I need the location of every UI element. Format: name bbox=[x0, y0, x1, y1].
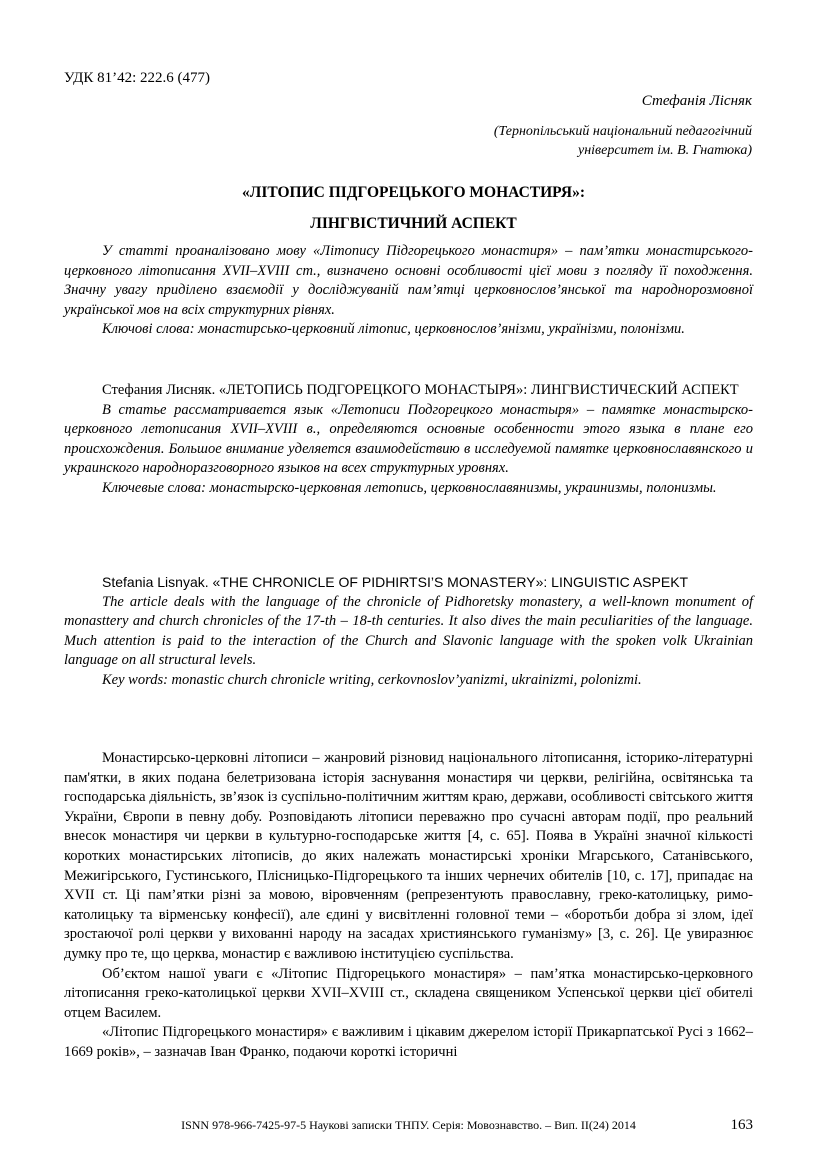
abstract-ru-header: Стефания Лисняк. «ЛЕТОПИСЬ ПОДГОРЕЦКОГО МОНАСТЫРЯ»: ЛИНГВИСТИЧЕСКИЙ АСПЕКТ bbox=[102, 382, 739, 398]
udk-code: УДК 81’42: 222.6 (477) bbox=[64, 70, 210, 86]
keywords-ua: Ключові слова: монастирсько-церковний літопис, церковнослов’янізми, українізми, полонізми. bbox=[102, 321, 685, 337]
body-paragraph-1: Монастирсько-церковні літописи – жанровий різновид національного літописання, історико-літературні пам'ятки, в яких подана белетризована історія заснування монастиря чи церкви, релігійна, освітянська та господарська діяльність, зв’язок із суспільно-політичним життям краю, держави, особливості світського життя України, Європи в певну добу. Розповідають літописи переважно про сучасні авторам події, про реальний внесок монастиря чи церкви в культурно-господарське життя [4, с. 65]. Поява в Україні значної кількості коротких монастирських літописів, до яких належать монастирські хроніки Мгарського, Сатанівського, Межигірського, Густинського, Плісницько-Підгорецького та інших чернечих обителів [10, с. 17], припадає на XVII ст. Ці пам’ятки різні за мовою, віровченням (репрезентують православну, греко-католицьку, римо-католицьку та вірменську конфесії), але єдині у висвітленні головної теми – «боротьби добра зі злом, ідеї зростаючої ролі церкви у вихованні народу на засадах християнського гуманізму» [3, с. 26]. Це увиразнює думку про те, що церква, монастир є важливою інституцією суспільства. bbox=[64, 750, 753, 962]
affiliation-line-2: університет ім. В. Гнатюка) bbox=[577, 143, 752, 158]
journal-issn-line: ISNN 978-966-7425-97-5 Наукові записки ТНПУ. Серія: Мовознавство. – Вип. ІІ(24) 2014 bbox=[181, 1118, 636, 1132]
page-footer bbox=[64, 1118, 753, 1133]
author-name: Стефанія Лісняк bbox=[641, 93, 752, 109]
page-number: 163 bbox=[730, 1117, 753, 1133]
keywords-ru: Ключевые слова: монастырско-церковная летопись, церковнославянизмы, украинизмы, полонизмы. bbox=[102, 479, 717, 496]
body-paragraph-2: Об’єктом нашої уваги є «Літопис Підгорецького монастиря» – пам’ятка монастирсько-церковного літописання греко-католицької церкви XVII–XVIII ст., складена священиком Успенської церкви цієї обителі отцем Василем. bbox=[64, 965, 753, 1021]
author-affiliation bbox=[332, 122, 752, 160]
abstract-ua-text: У статті проаналізовано мову «Літопису Підгорецького монастиря» – пам’ятки монастирського-церковного літописання XVII–XVIII ст., визначено основні особливості цієї мови з погляду її походження. Значну увагу приділено взаємодії у досліджуваній пам’ятці церковнослов’янської та народнорозмовної української мов на всіх структурних рівнях. bbox=[64, 243, 753, 318]
keywords-en: Key words: monastic church chronicle writing, cerkovnoslov’yanizmi, ukrainizmi, polonizmi. bbox=[102, 671, 642, 688]
affiliation-line-1: (Тернопільський національний педагогічний bbox=[493, 124, 752, 139]
article-body bbox=[64, 749, 753, 1063]
article-title-line-2: ЛІНГВІСТИЧНИЙ АСПЕКТ bbox=[310, 215, 517, 232]
abstract-en-header: Stefania Lisnyak. «THE CHRONICLE OF PIDHIRTSI’S MONASTERY»: LINGUISTIC ASPEKT bbox=[102, 574, 689, 590]
body-paragraph-3: «Літопис Підгорецького монастиря» є важливим і цікавим джерелом історії Прикарпатської Русі з 1662–1669 років», – зазначав Іван Франко, подаючи короткі історичні bbox=[64, 1024, 753, 1060]
abstract-ukrainian bbox=[64, 242, 753, 340]
article-title-line-1: «ЛІТОПИС ПІДГОРЕЦЬКОГО МОНАСТИРЯ»: bbox=[242, 184, 585, 201]
abstract-russian bbox=[64, 381, 753, 498]
abstract-en-text: The article deals with the language of the chronicle of Pidhoretsky monastery, a well-known monument of monasttery and church chronicles of the 17-th – 18-th centuries. It also dives the main peculiarities of the language. Much attention is paid to the interaction of the Church and Slavonic language with the spoken volk Ukrainian language on all structural levels. bbox=[64, 593, 753, 668]
abstract-english bbox=[64, 573, 753, 690]
abstract-ru-text: В статье рассматривается язык «Летописи Подгорецкого монастыря» – памятке монастырско-церковного летописания XVII–XVIII в., определяются основные особенности этого языка в плане его происхождения. Большое внимание уделяется взаимодействию в исследуемой памятке церковнославянского и украинского народноразговорного языков на всех структурных уровнях. bbox=[64, 401, 753, 476]
